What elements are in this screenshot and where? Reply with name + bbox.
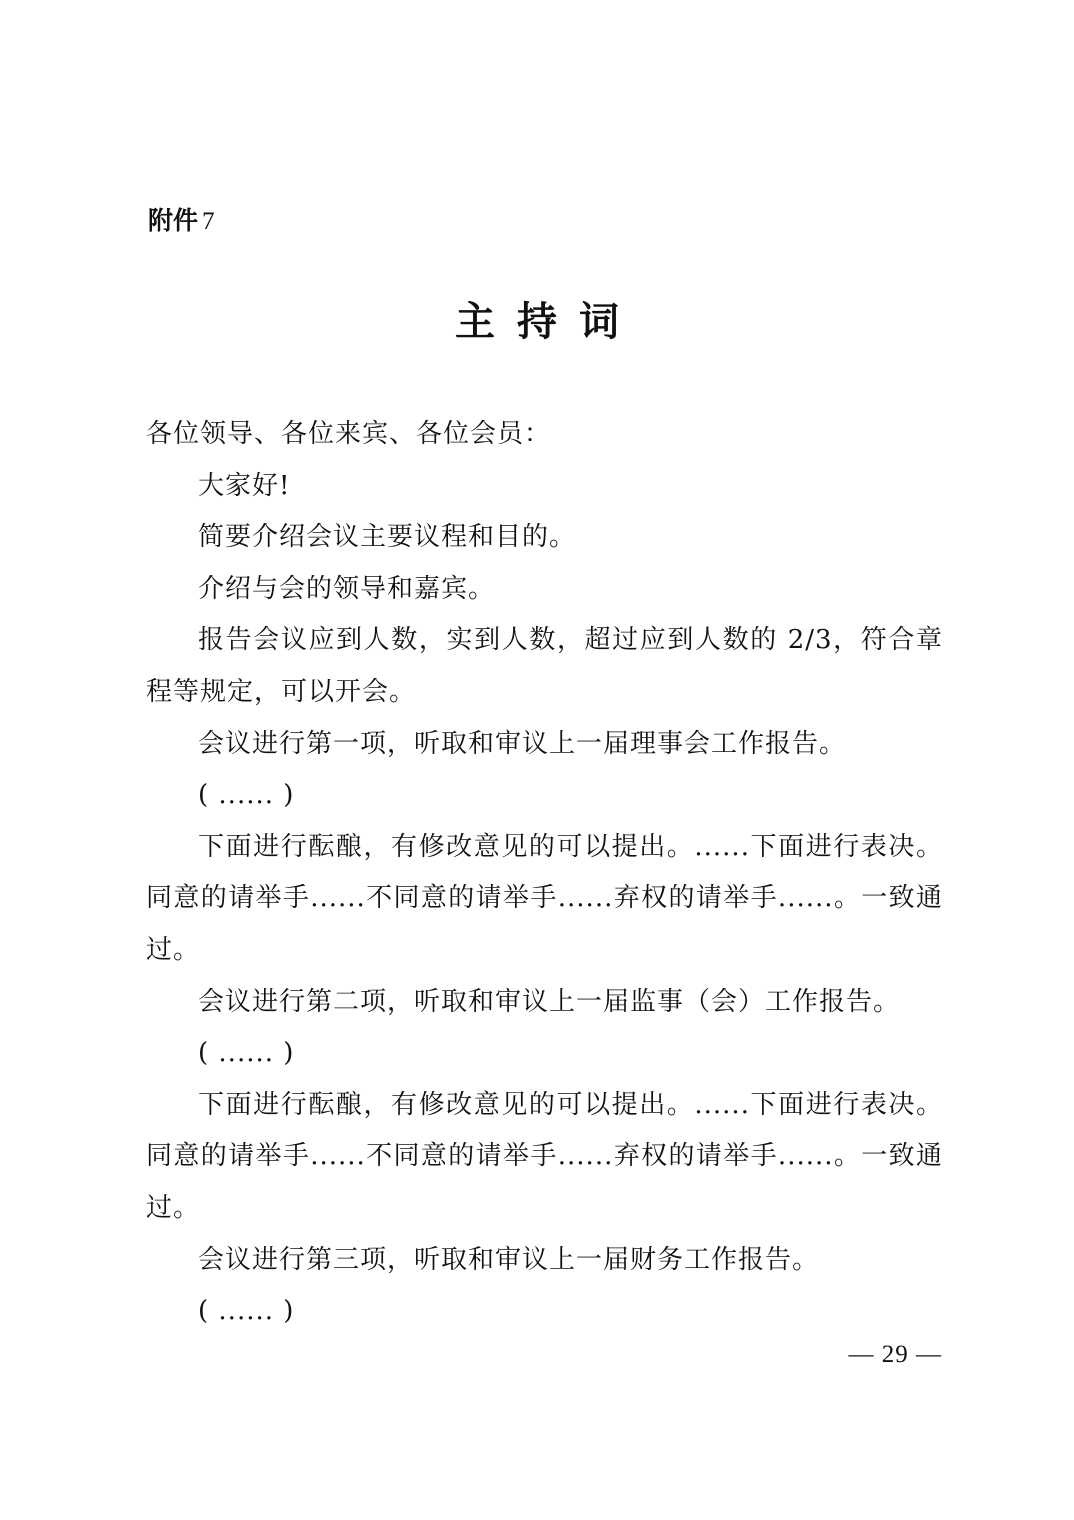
paragraph-placeholder-two: ( ...... ) [198, 1038, 295, 1069]
attachment-label-text: 附件 [148, 206, 199, 235]
paragraph-item-two: 会议进行第二项，听取和审议上一届监事（会）工作报告。 [198, 986, 901, 1017]
salutation: 各位领导、各位来宾、各位会员： [146, 419, 552, 449]
paragraph-guests-intro: 介绍与会的领导和嘉宾。 [198, 573, 496, 604]
paragraph-placeholder-one: ( ...... ) [198, 780, 295, 811]
attachment-label [148, 203, 215, 240]
paragraph-item-three: 会议进行第三项，听取和审议上一届财务工作报告。 [198, 1244, 820, 1275]
paragraph-item-one: 会议进行第一项，听取和审议上一届理事会工作报告。 [198, 728, 847, 759]
attachment-number: 7 [202, 208, 215, 235]
paragraph-greeting: 大家好! [198, 470, 291, 501]
paragraph-vote-one: 下面进行酝酿，有修改意见的可以提出。......下面进行表决。同意的请举手......不同意的请举手......弃权的请举手......。一致通过。 [146, 831, 943, 965]
document-body [146, 409, 943, 1338]
document-title: 主持词 [455, 298, 641, 345]
page-number: — 29 — [848, 1341, 942, 1368]
paragraph-vote-two: 下面进行酝酿，有修改意见的可以提出。......下面进行表决。同意的请举手......不同意的请举手......弃权的请举手......。一致通过。 [146, 1089, 943, 1223]
paragraph-attendance: 报告会议应到人数，实到人数，超过应到人数的 2/3，符合章程等规定，可以开会。 [146, 625, 943, 707]
paragraph-placeholder-three: ( ...... ) [198, 1296, 295, 1327]
paragraph-agenda-intro: 简要介绍会议主要议程和目的。 [198, 522, 577, 553]
